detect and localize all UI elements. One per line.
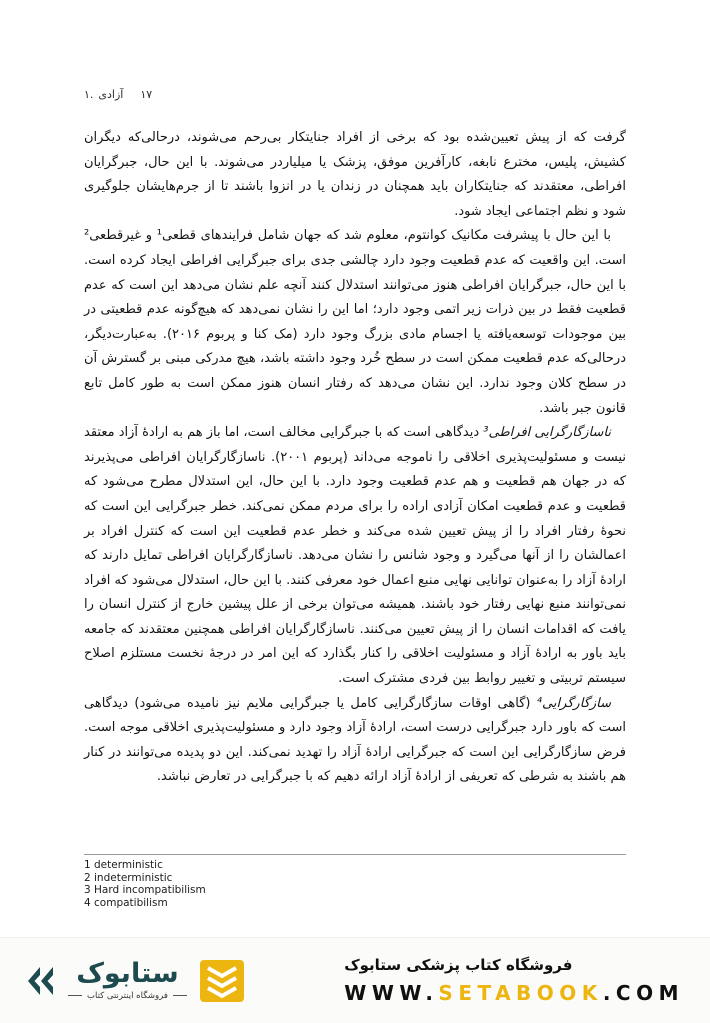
chapter-number: ۱. (84, 88, 94, 101)
chapter-title: آزادی (98, 88, 124, 101)
url-prefix: WWW. (344, 981, 439, 1005)
store-url[interactable] (344, 981, 684, 1005)
brand-wordmark: ستابوک (76, 958, 179, 990)
store-title: فروشگاه کتاب پزشکی ستابوک (344, 956, 573, 974)
paragraph: سازگارگرایی⁴ (گاهی اوقات سازگارگرایی کامل یا جبرگرایی ملایم نیز نامیده می‌شود) دیدگاهی است که باور دارد جبرگرایی درست است، ارادهٔ آزاد وجود دارد و مسئولیت‌پذیری اخلاقی موجه است. فرض سازگارگرایی این است که جبرگرایی ارادهٔ آزاد را تهدید نمی‌کند. این دو پدیده می‌توانند در کنار هم باشند به شرطی که تعریفی از ارادهٔ آزاد ارائه دهیم که با جبرگرایی در تعارض نباشد. (84, 695, 626, 785)
double-chevron-icon (26, 965, 56, 997)
url-suffix: .COM (602, 981, 684, 1005)
decorative-line (68, 995, 82, 996)
decorative-line (173, 995, 187, 996)
footnote: 2 indeterministic (84, 871, 173, 884)
running-head (84, 88, 152, 101)
footnotes (84, 854, 626, 909)
footnote: 1 deterministic (84, 859, 163, 871)
term-emphasis: سازگارگرایی⁴ (536, 695, 611, 711)
term-emphasis: ناسازگارگرایی افراطی³ (483, 425, 611, 441)
footnote-list (84, 859, 626, 909)
page-number: ۱۷ (140, 88, 153, 101)
brand-subtitle: فروشگاه اینترنتی کتاب (87, 990, 168, 1001)
paragraph: گرفت که از پیش تعیین‌شده بود که برخی از افراد جنایتکار بی‌رحم می‌شوند، درحالی‌که دیگران کشیش، پلیس، مخترع نابغه، کارآفرین موفق، پزشک یا میلیاردر می‌شوند. با این حال، جبرگرایان افراطی، معتقدند که جنایتکاران باید همچنان در زندان یا در انزوا باشند تا از جرم‌هایشان جلوگیری شود و نظم اجتماعی ایجاد شود. (84, 130, 626, 219)
paragraph: ناسازگارگرایی افراطی³ دیدگاهی است که با جبرگرایی مخالف است، اما باز هم به ارادهٔ آزاد معتقد نیست و مسئولیت‌پذیری اخلاقی را ناموجه می‌داند (پربوم ۲۰۰۱). ناسازگارگرایان افراطی می‌پذیرند که در جهان هم قطعیت و هم عدم قطعیت وجود دارد. با این حال، این استدلال مطرح می‌شود که قطعیت و عدم قطعیت امکان آزادی اراده را برای مردم ممکن نمی‌کند. خطر جبرگرایی این است که نحوهٔ رفتار افراد را از پیش تعیین شده می‌کند و خطر عدم قطعیت این است که کنترل افراد بر اعمالشان را از آنها می‌گیرد و وجود شانس را نشان می‌دهد. ناسازگارگرایان افراطی تمایل دارند که ارادهٔ آزاد را به‌عنوان توانایی نهایی منبع اعمال خود معرفی کنند. با این حال، استدلال می‌شود که افراد نمی‌توانند منبع نهایی رفتار خود باشند. همیشه می‌توان برخی از علل پیشین خارج از کنترل انسان را یافت که اقدامات انسان را از پیش تعیین می‌کنند. ناسازگارگرایان افراطی همچنین معتقدند که جامعه باید باور به ارادهٔ آزاد و مسئولیت اخلاقی را کنار بگذارد که این امر در درجهٔ نخست مستلزم اصلاح سیستم تربیتی و تغییر روابط بین فردی مشترک است. (84, 425, 626, 687)
footnote-divider (84, 854, 626, 855)
publisher-logo[interactable] (26, 959, 245, 1003)
footnote: 3 Hard incompatibilism (84, 884, 206, 897)
footer-banner (0, 937, 710, 1023)
body-text (84, 126, 626, 790)
store-info (344, 956, 684, 1005)
footnote: 4 compatibilism (84, 896, 168, 909)
book-stack-emblem-icon (199, 959, 245, 1003)
url-brand: SETABOOK (438, 981, 603, 1005)
paragraph: با این حال با پیشرفت مکانیک کوانتوم، معلوم شد که جهان شامل فرایندهای قطعی¹ و غیرقطعی² است. این واقعیت که عدم قطعیت وجود دارد چالشی جدی برای جبرگرایی افراطی ایجاد کرده است. با این حال، جبرگرایان افراطی هنوز می‌توانند استدلال کنند آنچه علم نشان می‌دهد این است که عدم قطعیت فقط در بین ذرات زیر اتمی وجود دارد؛ اما این را نشان نمی‌دهد که هیچ‌گونه عدم قطعیتی در بین موجودات توسعه‌یافته یا اجسام مادی بزرگ وجود دارد (مک کنا و پربوم ۲۰۱۶). به‌عبارت‌دیگر، درحالی‌که عدم قطعیت ممکن است در سطح خُرد وجود داشته باشد، هیچ مدرکی مبنی بر گسترش آن در سطح کلان وجود ندارد. این نشان می‌دهد که رفتار انسان هنوز ممکن است به طور کامل تابع قانون جبر باشد. (84, 228, 626, 416)
